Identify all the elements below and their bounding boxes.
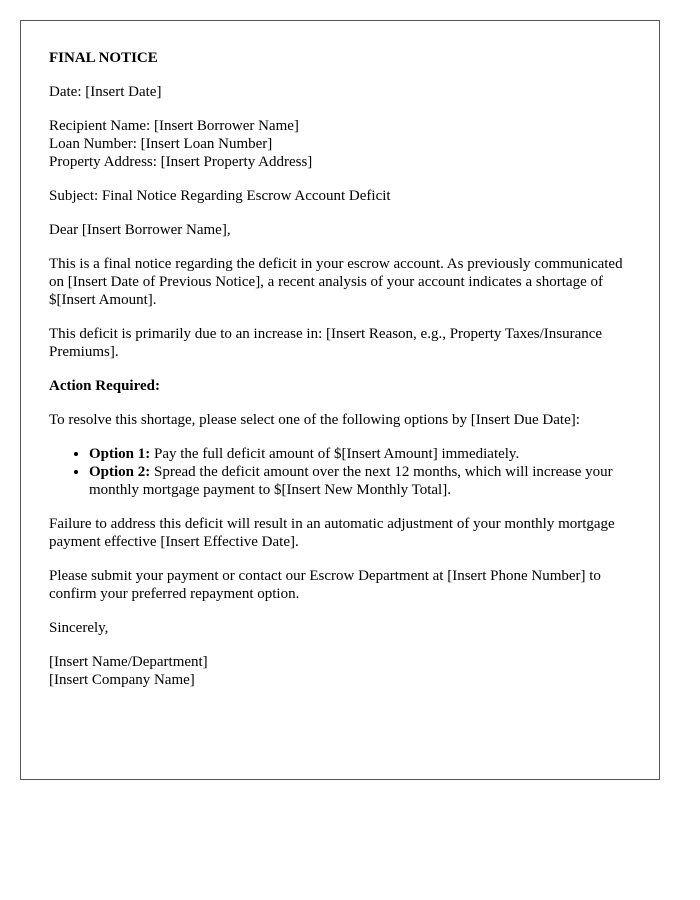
option-2-text: Spread the deficit amount over the next 12 months, which will increase your monthly mortgage payment to $[Insert New Monthly Total]. bbox=[89, 464, 613, 498]
action-required-heading: Action Required: bbox=[49, 378, 160, 394]
body-paragraph-contact: Please submit your payment or contact our Escrow Department at [Insert Phone Number] to confirm your preferred repayment option. bbox=[49, 568, 601, 602]
letter-document bbox=[20, 20, 660, 780]
signature-block bbox=[49, 653, 631, 689]
list-item bbox=[89, 463, 631, 499]
option-1-text: Pay the full deficit amount of $[Insert Amount] immediately. bbox=[150, 446, 520, 462]
option-1-label: Option 1: bbox=[89, 446, 151, 462]
recipient-name: Recipient Name: [Insert Borrower Name] bbox=[49, 118, 299, 134]
salutation: Dear [Insert Borrower Name], bbox=[49, 222, 231, 238]
action-intro: To resolve this shortage, please select one of the following options by [Insert Due Date]: bbox=[49, 412, 580, 428]
body-paragraph-deficit: This is a final notice regarding the deficit in your escrow account. As previously communicated on [Insert Date of Previous Notice], a recent analysis of your account indicates a shortage of $[Insert Amount]. bbox=[49, 256, 623, 308]
option-2-label: Option 2: bbox=[89, 464, 151, 480]
subject-line: Subject: Final Notice Regarding Escrow Account Deficit bbox=[49, 188, 391, 204]
letter-title: FINAL NOTICE bbox=[49, 50, 158, 66]
signature-company: [Insert Company Name] bbox=[49, 672, 195, 688]
recipient-block bbox=[49, 117, 631, 171]
body-paragraph-reason: This deficit is primarily due to an increase in: [Insert Reason, e.g., Property Taxes/Insurance Premiums]. bbox=[49, 326, 603, 360]
closing: Sincerely, bbox=[49, 620, 109, 636]
letter-date: Date: [Insert Date] bbox=[49, 84, 162, 100]
list-item bbox=[89, 445, 631, 463]
options-list bbox=[49, 445, 631, 499]
property-address: Property Address: [Insert Property Address] bbox=[49, 154, 313, 170]
body-paragraph-failure: Failure to address this deficit will result in an automatic adjustment of your monthly mortgage payment effective [Insert Effective Date]. bbox=[49, 516, 615, 550]
signature-name: [Insert Name/Department] bbox=[49, 654, 208, 670]
loan-number: Loan Number: [Insert Loan Number] bbox=[49, 136, 273, 152]
